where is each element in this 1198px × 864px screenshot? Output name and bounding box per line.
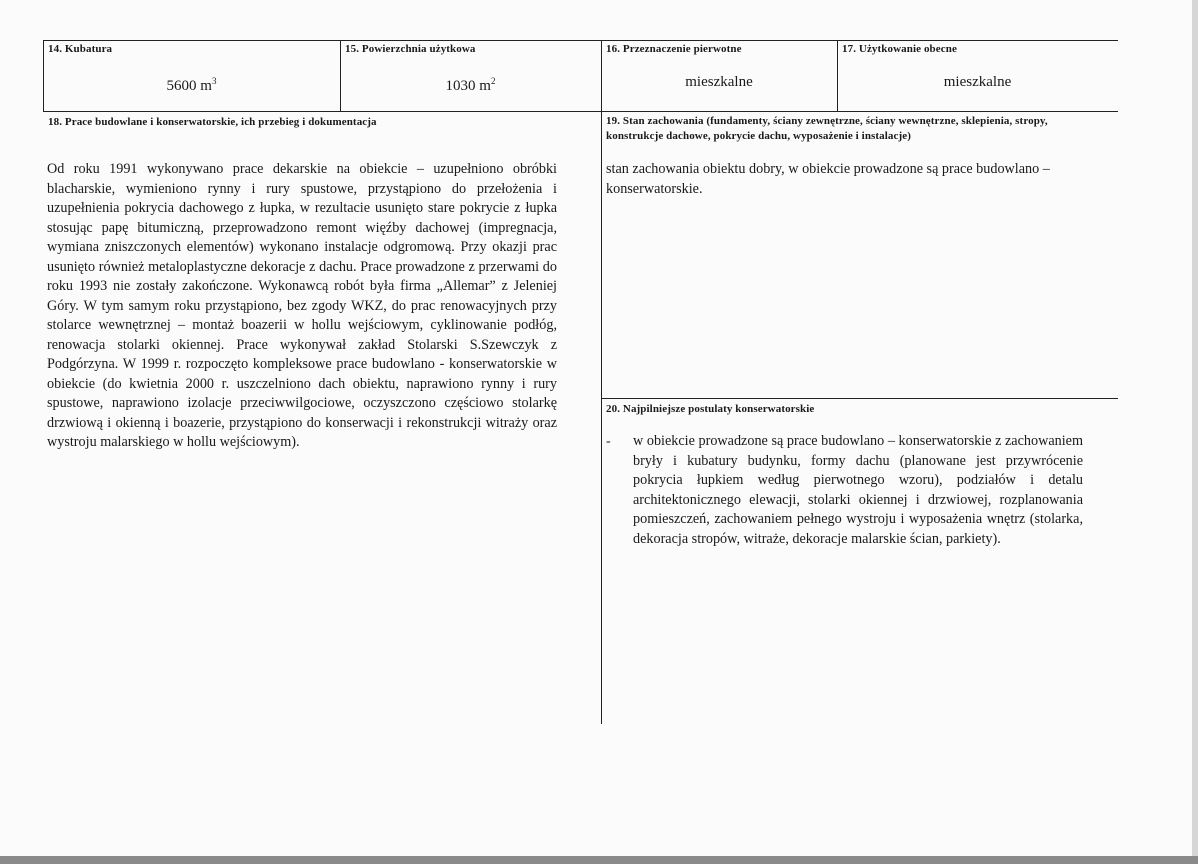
- rule-v3: [601, 40, 602, 724]
- prace-label: 18. Prace budowlane i konserwatorskie, ich przebieg i dokumentacja: [48, 116, 377, 128]
- scan-edge-right: [1192, 0, 1198, 864]
- kubatura-value: 5600 $m^3$: [166, 76, 217, 94]
- postulaty-item: [606, 432, 1083, 549]
- kubatura-label: 14. Kubatura: [48, 43, 113, 55]
- stan-label: 19. Stan zachowania (fundamenty, ściany zewnętrzne, ściany wewnętrzne, sklepienia, stropy, konstrukcje dachowe, pokrycie dachu, wyposażenie i instalacje): [606, 115, 1048, 142]
- rule-row1-bottom: [43, 111, 1118, 112]
- prace-text: Od roku 1991 wykonywano prace dekarskie na obiekcie – uzupełniono obróbki blacharskie, wymieniono rynny i rury spustowe, przystąpiono do przełożenia i uzupełnienia pokrycia dachowego z łupka, w rezultacie usunięto stare pokrycie z łupka stosując papę bitumiczną, przeprowadzono remont więźby dachowej (impregnacja, wymiana zniszczonych elementów) wykonano instalacje odgromową. Przy okazji prac usunięto również metaloplastyczne dekoracje z dachu. Prace prowadzone z przerwami do roku 1993 nie zostały zakończone. Wykonawcą robót była firma „Allemar” z Jeleniej Góry. W tym samym roku przystąpiono, bez zgody WKZ, do prac renowacyjnych przy stolarce wewnętrznej – montaż boazerii w hollu wejściowym, cyklinowanie podłóg, renowacja stolarki okiennej. Prace wykonywał zakład Stolarski S.Szewczyk z Podgórzyna. W 1999 r. rozpoczęto kompleksowe prace budowlano - konserwatorskie w obiekcie (do kwietnia 2000 r. uszczelniono dach obiektu, naprawiono rynny i rury spustowe, naprawiono izolacje przeciwwilgociowe, oczyszczono częściowo stolarkę drzwiową i okienną i boazerie, przystąpiono do konserwacji i rekonstrukcji witraży oraz wystroju malarskiego w hollu wejściowym).: [47, 161, 557, 450]
- rule-section20-top: [601, 398, 1118, 399]
- powierzchnia-value: 1030 $m^2$: [445, 76, 496, 94]
- stan-text: stan zachowania obiektu dobry, w obiekcie prowadzone są prace budowlano – konserwatorskie.: [606, 161, 1050, 197]
- postulaty-text: w obiekcie prowadzone są prace budowlano – konserwatorskie z zachowaniem bryły i kubatury budynku, formy dachu (planowane jest przywrócenie pokrycia łupkiem według pierwotnego wzoru), podziałów i detalu architektonicznego elewacji, stolarki okiennej i drzwiowej, rozplanowania pomieszczeń, zachowaniem pełnego wystroju i wyposażenia wnętrz (stolarka, dekoracja stropów, witraże, dekoracje malarskie ścian, parkiety).: [633, 433, 1083, 547]
- postulaty-label: 20. Najpilniejsze postulaty konserwatorskie: [606, 403, 815, 415]
- uzytkowanie-value: mieszkalne: [943, 74, 1012, 90]
- uzytkowanie-label: 17. Użytkowanie obecne: [842, 43, 957, 55]
- bullet-dash: -: [606, 434, 611, 449]
- rule-top: [43, 40, 1118, 41]
- przeznaczenie-value: mieszkalne: [685, 74, 753, 90]
- scan-edge-bottom: [0, 856, 1198, 864]
- przeznaczenie-label: 16. Przeznaczenie pierwotne: [606, 43, 742, 55]
- powierzchnia-unit-exponent: 2: [490, 76, 496, 86]
- powierzchnia-label: 15. Powierzchnia użytkowa: [345, 43, 476, 55]
- kubatura-unit-exponent: 3: [211, 76, 217, 86]
